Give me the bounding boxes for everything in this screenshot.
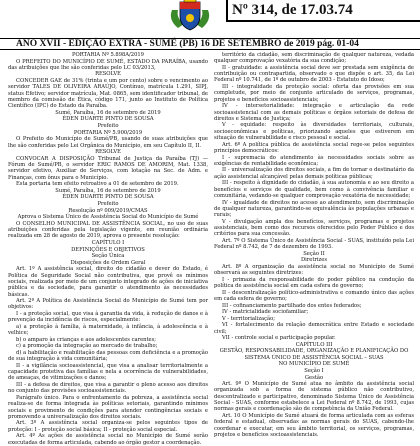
paragraph: III - integralidade da proteção social: oferta das provisões em sua completude, por meio de conjunto articulado de serviços, programas, projetos e benefícios socioassistenciais;: [214, 84, 414, 103]
section-heading: RESOLVE: [95, 71, 121, 78]
paragraph: Art. 9º O Município de Sumé atua no âmbito da assistência social organizada sob a forma de sistema público não contributivo, descentralizado e participativo, denominado Sistema Único de Assistência Social - SUAS, conforme estabelece a Lei Federal nº 8.742, de 1993, cujas normas gerais e coordenação são de competência da União Federal.: [214, 381, 414, 413]
municipal-crest-icon: [166, 0, 214, 32]
section-heading: Disposições de Ordem Geral: [70, 259, 146, 266]
right-column: [214, 52, 414, 438]
section-heading: NO MUNICÍPIO DE SUMÉ: [278, 361, 350, 368]
paragraph: III - a defesa de direitos, que visa a garantir o pleno acesso aos direitos no conjunto das provisões socioassistenciais.: [8, 382, 208, 395]
section-heading: CAPÍTULO I: [91, 239, 125, 246]
section-heading: Diretrizes: [300, 257, 328, 264]
paragraph: I - primazia da responsabilidade do poder público na condução da política de assistência social em cada esfera de governo;: [214, 276, 414, 290]
section-heading: Gestão: [304, 374, 324, 381]
section-heading: PORTARIA Nº 5.898A/2019: [71, 52, 144, 58]
section-heading: PORTARIA Nº 5.900/2019: [73, 129, 143, 136]
masthead: [0, 0, 420, 49]
paragraph: Parágrafo único. Para o enfrentamento da pobreza, a assistência social realiza-se de forma integrada às políticas setoriais, garantindo mínimos sociais e provimento de condições para atender contingências sociais e promovendo a universalização dos direitos sociais.: [8, 394, 208, 420]
paragraph: III - respeito à dignidade do cidadão, à sua autonomia e ao seu direito a benefícios e serviços de qualidade, bem como à convivência familiar e comunitária, vedando-se qualquer comprovação vexatória de necessidade;: [214, 180, 414, 199]
paragraph: I - supremacia do atendimento às necessidades sociais sobre as exigências de rentabilidade econômica;: [214, 154, 414, 167]
paragraph: Esta portaria tem efeito retroativo a 01 de setembro de 2019.: [16, 181, 179, 188]
paragraph: III - cofinanciamento partilhado dos entes federados;: [222, 302, 362, 309]
paragraph: V - equidade: respeito às diversidades territoriais, culturais, socioeconômicas e políticas, priorizando aqueles que estiverem em situação de vulnerabilidade e risco pessoal e social.: [214, 122, 414, 142]
paragraph: II - universalização dos direitos sociais, a fim de tornar o destinatário da ação assistencial alcançável pelas demais políticas públicas;: [214, 167, 414, 180]
section-heading: ÉDEN DUARTE PINTO DE SOUSA: [62, 194, 154, 201]
paragraph: Art. 4º As ações de assistência social no Município de Sumé serão executadas de forma articulada, cabendo ao órgão gestor a coordenação.: [8, 433, 208, 446]
paragraph: Art. 6º A política pública de assistência social rege-se pelos seguintes princípios democráticos:: [214, 141, 414, 154]
paragraph: II - a vigilância socioassistencial, que visa a analisar territorialmente a capacidade protetiva das famílias e nela a ocorrência de vulnerabilidades, de ameaças, de vitimizações e danos;: [8, 362, 208, 382]
paragraph: IV - intersetorialidade: integração e articulação da rede socioassistencial com as demais políticas e órgãos setoriais de defesa de direitos e Sistema de Justiça;: [214, 103, 414, 122]
paragraph: território da cidadão, sem discriminação de qualquer natureza, vedada qualquer comprovação vexatória da sua condição;: [214, 52, 414, 65]
paragraph: O CONSELHO MUNICIPAL DE ASSISTÊNCIA SOCIAL, no uso de suas atribuições conferidas pela legislação vigente, em reunião ordinária realizada em 28 de agosto de 2019, aprova o presente resolução:: [8, 220, 208, 240]
paragraph: V - territorialização;: [222, 315, 276, 322]
paragraph: Art. 3º A assistência social organiza-se pelos seguintes tipos de proteção: I - proteção social básica; II - proteção social especial.: [8, 420, 208, 433]
paragraph: CONCEDER GAE de 31% (trinta e um por cento) sobre o vencimento ao servidor TALES DE OLIVEIRA ARAÚJO, Contínuo, matrícula 1.291, SIPJ, status Efetivo; servidor matrícula, Mat. 0865, sem identificador tribunal, de membro da comissão de Ética, código 171, junto ao Instituto de Política Científico (IPC) do Estado da Paraíba.: [8, 78, 208, 110]
issue-number: Nº 314, de 17.03.74: [226, 0, 420, 22]
paragraph: V - divulgação ampla dos benefícios, serviços, programas e projetos assistenciais, bem como dos recursos oferecidos pelo Poder Público e dos critérios para sua concessão.: [214, 218, 414, 238]
paragraph: a) a proteção à família, à maternidade, à infância, à adolescência e à velhice;: [8, 323, 208, 337]
section-heading: Seção II: [303, 250, 325, 257]
section-heading: ÉDEN DUARTE PINTO DE SOUSA: [62, 116, 154, 123]
paragraph: c) a promoção da integração ao mercado de trabalho;: [16, 343, 158, 350]
paragraph: Art. 8º A organização da assistência social no Município de Sumé observará as seguintes diretrizes:: [214, 263, 414, 277]
section-heading: Sumé, Paraíba, 16 de setembro de 2019: [55, 187, 161, 194]
section-heading: Prefeito: [97, 123, 119, 130]
section-heading: Sumé, Paraíba, 16 de setembro de 2019: [55, 109, 161, 116]
left-column: [8, 52, 208, 446]
paragraph: II - gratuidade: a assistência social deve ser prestada sem exigência de contribuição ou contrapartida, observado o que dispõe o art. 35, da Lei Federal nº 10.741, de 1º de outubro de 2003 - Estatuto do Idoso;: [214, 64, 414, 84]
section-heading: RESOLVE: [95, 149, 121, 156]
paragraph: Art. 10 O Município de Sumé atuará de forma articulada com as esferas federal e estadual, observadas as normas gerais do SUAS, cabendo-lhe coordenar e executar, em seu âmbito territorial, os serviços, programas, projetos e benefícios socioassistenciais.: [214, 412, 414, 438]
paragraph: VII - controle social e participação popular.: [222, 335, 336, 342]
paragraph: I - a proteção social, que visa à garantia da vida, à redução de danos e à prevenção da incidência de riscos, especialmente:: [8, 311, 208, 324]
paragraph: IV - matricialidade sociofamiliar;: [222, 309, 309, 316]
section-heading: Seção Única: [91, 253, 125, 260]
section-heading: Seção I: [304, 367, 324, 374]
paragraph: d) a habilitação e reabilitação das pessoas com deficiência e a promoção de sua integração à vida comunitária;: [8, 349, 208, 363]
section-heading: DEFINIÇÕES E OBJETIVOS: [71, 246, 145, 253]
paragraph: VI - fortalecimento da relação democrática entre Estado e sociedade civil;: [214, 322, 414, 335]
paragraph: b) o amparo às crianças e aos adolescentes carentes;: [16, 336, 157, 343]
paragraph: Art. 1º A assistência social, direito do cidadão e dever do Estado, é Política de Seguridade Social não contributiva, que provê os mínimos sociais, realizada por meio de um conjunto integrado de ações de iniciativa pública e da sociedade, para garantir o atendimento às necessidades básicas.: [8, 266, 208, 298]
section-heading: Aprova o Sistema Único de Assistência Social do Município de Sumé: [17, 214, 199, 221]
paragraph: Art. 7º O Sistema Único de Assistência Social - SUAS, instituído pela Lei Federal nº 8.742, de 7 de dezembro de 1993.: [214, 237, 414, 251]
paragraph: CONVOCAR A DISPOSIÇÃO Tribunal de Justiça da Paraíba (TJ) — Fórum de Sumé/PB, o servidor ERIC RAMOS DE AMORIM, Mat. 1338, servidor efetivo, Auxiliar de Serviços, com lotação na Sec. de Adm. e Finanças, com ônus para o Município.: [8, 155, 208, 181]
edition-line: ANO XVII - EDIÇÃO EXTRA - SUMÉ (PB) 16 DE SETEMBRO de 2019 pág. 01-04: [0, 38, 420, 50]
paragraph: Art. 2º A Política de Assistência Social do Município de Sumé tem por objetivos:: [8, 298, 208, 311]
paragraph: O PREFEITO DO MUNICÍPIO DE SUMÉ, ESTADO DA PARAÍBA, usando das atribuições que lhe são conferidas pelo LC 03/2013,: [8, 58, 208, 71]
section-heading: Resolução nº 009/2019/CMAS: [68, 207, 148, 214]
section-heading: CAPÍTULO III: [295, 341, 333, 348]
paragraph: IV - igualdade de direitos no acesso ao atendimento, sem discriminação de qualquer natureza, garantindo-se equivalência às populações urbanas e rurais;: [214, 199, 414, 219]
paragraph: II - descentralização político-administrativa e comando único das ações em cada esfera de governo;: [214, 289, 414, 303]
section-heading: GESTÃO, RESPONSABILIDADE, ORGANIZAÇÃO E PLANIFICAÇÃO DO SISTEMA ÚNICO DE ASSISTÊNCIA SOCIAL – SUAS: [219, 348, 409, 361]
section-heading: Prefeito: [97, 200, 119, 207]
paragraph: O Prefeito do Município de Sumé/PB, usando de suas atribuições que lhe são conferidas pelo Lei Orgânica do Município, em seu Capítulo II, II.: [8, 136, 208, 149]
